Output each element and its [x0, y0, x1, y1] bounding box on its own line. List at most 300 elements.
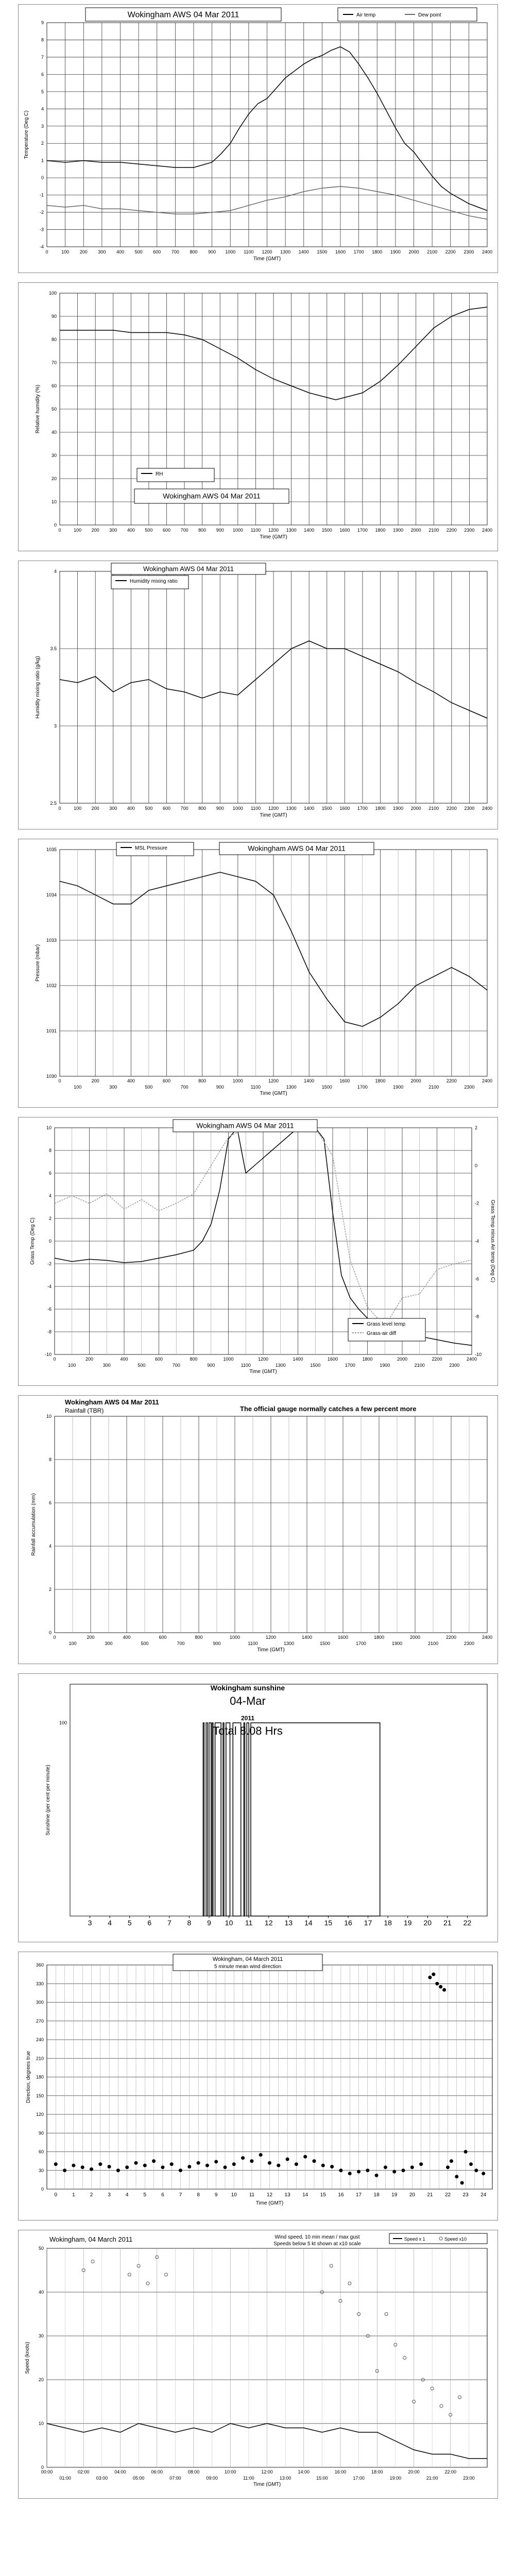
- wind-direction-point: [460, 2181, 464, 2184]
- y-tick-label: 0: [41, 2465, 44, 2470]
- legend-label: Grass level temp: [367, 1321, 406, 1327]
- y-axis-label: Temperature (Deg C): [24, 110, 29, 159]
- x-tick-label: 18: [384, 1919, 392, 1927]
- x-tick-label: 21: [443, 1919, 452, 1927]
- x-tick-label: 400: [127, 1078, 135, 1083]
- y-tick-label: -8: [47, 1329, 52, 1334]
- x-tick-label: 1600: [339, 1078, 350, 1083]
- y-axis-label: Rainfall accumulation (mm): [31, 1493, 37, 1556]
- x-tick-label: 16:00: [334, 2469, 347, 2475]
- x-tick-label: 0: [53, 1635, 56, 1640]
- y-tick-label: 40: [51, 430, 57, 435]
- x-tick-label: 1800: [373, 1635, 385, 1640]
- x-tick-label: 2100: [428, 1084, 439, 1090]
- x-tick-label: 1000: [232, 528, 243, 533]
- x-tick-label: 800: [198, 806, 207, 811]
- x-axis-label: Time (GMT): [255, 2200, 284, 2206]
- y-tick-label: 0: [48, 1630, 52, 1635]
- x-tick-label: 300: [102, 1363, 111, 1368]
- x-tick-label: 2200: [446, 1078, 457, 1083]
- wind-direction-point: [134, 2161, 138, 2165]
- x-tick-label: 100: [74, 1084, 82, 1090]
- wind-direction-point: [442, 1988, 446, 1992]
- x-tick-label: 300: [109, 1084, 117, 1090]
- chart-annotation: The official gauge normally catches a few percent more: [240, 1405, 417, 1413]
- wind-direction-point: [428, 1976, 432, 1979]
- x-tick-label: 1900: [380, 1363, 390, 1368]
- x-tick-label: 1500: [321, 1084, 332, 1090]
- x-tick-label: 09:00: [206, 2476, 218, 2481]
- plot-area: [70, 1684, 487, 1916]
- x-tick-label: 600: [162, 528, 171, 533]
- x-tick-label: 300: [109, 806, 117, 811]
- wind-direction-point: [250, 2159, 253, 2163]
- x-tick-label: 11:00: [243, 2476, 254, 2481]
- y-tick-label: 1031: [46, 1028, 57, 1033]
- x-tick-label: 21:00: [426, 2476, 438, 2481]
- y-tick-label: 70: [51, 360, 57, 365]
- pressure-chart: [19, 839, 497, 1107]
- x-tick-label: 500: [134, 249, 143, 255]
- y-tick-label: -4: [47, 1284, 52, 1289]
- x-tick-label: 0: [58, 1078, 61, 1083]
- y-tick-label: 20: [38, 2377, 44, 2382]
- x-tick-label: 800: [195, 1635, 203, 1640]
- y-tick-label: 2.5: [50, 801, 57, 806]
- x-tick-label: 400: [120, 1357, 128, 1362]
- x-tick-label: 22: [463, 1919, 472, 1927]
- wind-direction-chart: [19, 1952, 497, 2220]
- legend-label: Speed x 1: [404, 2236, 425, 2242]
- wind-direction-point: [402, 2168, 405, 2172]
- x-tick-label: 1200: [265, 1635, 277, 1640]
- x-tick-label: 1300: [275, 1363, 286, 1368]
- x-tick-label: 2000: [410, 528, 421, 533]
- x-tick-label: 700: [177, 1641, 185, 1646]
- x-tick-label: 700: [180, 1084, 188, 1090]
- x-tick-label: 0: [58, 806, 61, 811]
- x-tick-label: 900: [216, 528, 224, 533]
- x-tick-label: 13: [284, 2192, 290, 2198]
- x-tick-label: 400: [116, 249, 125, 255]
- y-tick-label: 360: [36, 1962, 44, 1968]
- x-tick-label: 2: [90, 2192, 93, 2198]
- chart-title: Wokingham AWS 04 Mar 2011: [65, 1398, 159, 1406]
- x-tick-label: 1300: [283, 1641, 295, 1646]
- y-tick-label: 20: [51, 476, 57, 481]
- x-axis-label: Time (GMT): [260, 534, 287, 540]
- wind-direction-point: [482, 2172, 485, 2175]
- wind-direction-point: [125, 2165, 129, 2169]
- x-tick-label: 0: [53, 1357, 56, 1362]
- wind-direction-point: [384, 2165, 387, 2169]
- wind-direction-point: [161, 2165, 164, 2169]
- wind-direction-point: [339, 2168, 342, 2172]
- x-tick-label: 1300: [286, 1084, 297, 1090]
- y-tick-label: 8: [48, 1457, 52, 1462]
- x-tick-label: 17: [364, 1919, 372, 1927]
- x-tick-label: 2100: [427, 1641, 439, 1646]
- wind-direction-point: [170, 2162, 174, 2166]
- x-tick-label: 400: [123, 1635, 131, 1640]
- x-tick-label: 1400: [298, 249, 309, 255]
- y-tick-label: 2: [48, 1216, 52, 1221]
- x-tick-label: 200: [91, 1078, 99, 1083]
- x-axis-label: Time (GMT): [257, 1647, 285, 1653]
- y-right-tick-label: -6: [475, 1276, 479, 1282]
- wind-direction-point: [187, 2165, 191, 2168]
- x-tick-label: 17: [355, 2192, 362, 2198]
- x-tick-label: 2200: [445, 249, 456, 255]
- x-tick-label: 2400: [482, 1078, 493, 1083]
- x-tick-label: 1000: [225, 249, 236, 255]
- x-tick-label: 1400: [304, 806, 315, 811]
- x-tick-label: 2300: [464, 528, 475, 533]
- x-tick-label: 9: [214, 2192, 218, 2198]
- y-tick-label: 60: [51, 383, 57, 388]
- x-tick-label: 7: [179, 2192, 182, 2198]
- wind-direction-point: [197, 2161, 200, 2165]
- x-tick-label: 1100: [250, 806, 261, 811]
- y-tick-label: 50: [51, 406, 57, 412]
- x-tick-label: 500: [145, 528, 153, 533]
- x-tick-label: 16: [338, 2192, 344, 2198]
- legend-label: Air temp: [356, 12, 376, 18]
- y-axis-label: Relative humidity (%): [35, 384, 41, 434]
- y-tick-label: 0: [48, 1239, 52, 1244]
- x-tick-label: 1000: [229, 1635, 241, 1640]
- x-tick-label: 500: [141, 1641, 149, 1646]
- x-tick-label: 200: [85, 1357, 94, 1362]
- y-tick-label: 6: [41, 72, 44, 77]
- x-tick-label: 1600: [339, 806, 350, 811]
- x-tick-label: 15: [324, 1919, 333, 1927]
- x-tick-label: 2000: [409, 1635, 421, 1640]
- x-tick-label: 700: [172, 1363, 180, 1368]
- x-tick-label: 1500: [317, 249, 328, 255]
- y-tick-label: 8: [48, 1148, 52, 1153]
- x-tick-label: 14: [304, 1919, 313, 1927]
- x-tick-label: 0: [58, 528, 61, 533]
- x-tick-label: 1200: [268, 806, 279, 811]
- wind-direction-point: [108, 2165, 111, 2168]
- wind-direction-point: [268, 2161, 271, 2165]
- x-tick-label: 23: [462, 2192, 469, 2198]
- y-tick-label: 5: [41, 89, 44, 94]
- y-tick-label: 50: [38, 2246, 44, 2251]
- wind-direction-point: [330, 2165, 334, 2168]
- wind-direction-point: [116, 2168, 120, 2172]
- wind-direction-point: [277, 2164, 280, 2167]
- wind-direction-point: [179, 2168, 182, 2172]
- wind-direction-point: [295, 2162, 298, 2166]
- x-tick-label: 11: [249, 2192, 255, 2198]
- y-tick-label: -6: [47, 1307, 52, 1312]
- y-tick-label: 150: [36, 2093, 44, 2098]
- y-axis-label: Grass Temp (Deg C): [30, 1217, 36, 1265]
- x-tick-label: 600: [162, 1078, 171, 1083]
- y-tick-label: 6: [48, 1171, 52, 1176]
- x-tick-label: 06:00: [151, 2469, 163, 2475]
- x-tick-label: 1100: [241, 1363, 251, 1368]
- air-temp-chart-panel: [18, 4, 498, 273]
- wind-direction-point: [446, 2165, 450, 2169]
- y-tick-label: 1034: [46, 892, 57, 897]
- x-tick-label: 04:00: [114, 2469, 126, 2475]
- wind-direction-point: [143, 2164, 147, 2167]
- y-tick-label: 30: [51, 453, 57, 458]
- x-tick-label: 1100: [250, 528, 261, 533]
- x-tick-label: 5: [127, 1919, 132, 1927]
- x-tick-label: 2300: [464, 806, 475, 811]
- x-tick-label: 600: [162, 806, 171, 811]
- x-tick-label: 2100: [428, 806, 439, 811]
- grass-temp-chart-panel: [18, 1117, 498, 1386]
- wind-direction-point: [435, 1982, 439, 1986]
- x-tick-label: 1600: [327, 1357, 338, 1362]
- x-tick-label: 24: [480, 2192, 487, 2198]
- chart-title: Wokingham AWS 04 Mar 2011: [163, 492, 261, 500]
- x-tick-label: 1700: [345, 1363, 355, 1368]
- y-tick-label: 2: [41, 141, 44, 146]
- x-tick-label: 0: [45, 249, 48, 255]
- y-tick-label: 30: [38, 2333, 44, 2338]
- x-tick-label: 1400: [293, 1357, 303, 1362]
- x-axis-label: Time (GMT): [260, 812, 287, 818]
- legend-label: Humidity mixing ratio: [130, 579, 178, 584]
- x-tick-label: 12: [264, 1919, 273, 1927]
- chart-title: Wokingham AWS 04 Mar 2011: [143, 565, 234, 573]
- x-tick-label: 10:00: [224, 2469, 236, 2475]
- x-tick-label: 10: [225, 1919, 233, 1927]
- y-tick-label: 4: [48, 1193, 52, 1198]
- wind-direction-point: [419, 2162, 423, 2166]
- x-tick-label: 18:00: [371, 2469, 383, 2475]
- x-tick-label: 200: [91, 806, 99, 811]
- wind-direction-point: [303, 2155, 307, 2159]
- y-tick-label: -4: [39, 244, 44, 249]
- grass-temp-chart: [19, 1117, 497, 1385]
- x-tick-label: 0: [54, 2192, 58, 2198]
- legend-label: MSL Pressure: [135, 845, 167, 851]
- wind-direction-point: [321, 2164, 325, 2167]
- mixing-ratio-chart: [19, 561, 497, 829]
- x-tick-label: 19:00: [389, 2476, 402, 2481]
- x-tick-label: 2300: [464, 1084, 475, 1090]
- y-tick-label: 4: [48, 1544, 52, 1549]
- wind-direction-point: [54, 2162, 58, 2166]
- y-tick-label: 80: [51, 337, 57, 342]
- chart-title: Wokingham, 04 March 2011: [212, 1956, 283, 1962]
- x-tick-label: 500: [138, 1363, 146, 1368]
- chart-subtitle: 5 minute mean wind direction: [214, 1964, 282, 1970]
- x-tick-label: 21: [427, 2192, 433, 2198]
- wind-speed-chart-panel: [18, 2230, 498, 2499]
- x-tick-label: 2300: [449, 1363, 460, 1368]
- x-tick-label: 19: [391, 2192, 398, 2198]
- x-axis-label: Time (GMT): [253, 2482, 281, 2487]
- y-right-tick-label: 0: [475, 1163, 478, 1168]
- x-axis-label: Time (GMT): [260, 1091, 287, 1096]
- x-tick-label: 15: [320, 2192, 326, 2198]
- y-tick-label: 10: [46, 1414, 52, 1419]
- chart-title: Wokingham AWS 04 Mar 2011: [196, 1121, 294, 1130]
- x-tick-label: 2100: [428, 528, 439, 533]
- x-tick-label: 8: [197, 2192, 200, 2198]
- humidity-chart-panel: [18, 282, 498, 551]
- x-tick-label: 2100: [427, 249, 438, 255]
- chart-total: Total 8.08 Hrs: [213, 1724, 283, 1737]
- y-right-tick-label: -10: [475, 1352, 482, 1357]
- x-tick-label: 1900: [393, 1084, 404, 1090]
- y-tick-label: 210: [36, 2056, 44, 2061]
- x-tick-label: 1000: [232, 1078, 243, 1083]
- x-tick-label: 19: [403, 1919, 412, 1927]
- y-tick-label: 90: [51, 314, 57, 319]
- x-tick-label: 1900: [393, 806, 404, 811]
- x-tick-label: 2300: [464, 1641, 475, 1646]
- x-tick-label: 700: [171, 249, 179, 255]
- y-tick-label: 1035: [46, 847, 57, 852]
- wind-direction-point: [224, 2165, 227, 2169]
- x-tick-label: 100: [68, 1641, 77, 1646]
- x-tick-label: 8: [187, 1919, 192, 1927]
- chart-year: 2011: [241, 1715, 255, 1722]
- x-tick-label: 1900: [393, 528, 404, 533]
- x-tick-label: 2400: [466, 1357, 477, 1362]
- chart-subtitle: Rainfall (TBR): [65, 1407, 104, 1414]
- x-tick-label: 1300: [286, 528, 297, 533]
- x-tick-label: 900: [216, 806, 224, 811]
- wind-direction-point: [313, 2159, 316, 2163]
- x-tick-label: 1400: [301, 1635, 313, 1640]
- wind-direction-point: [232, 2162, 236, 2166]
- x-tick-label: 1400: [304, 528, 315, 533]
- x-tick-label: 2200: [432, 1357, 442, 1362]
- y-tick-label: 4: [54, 569, 57, 574]
- y-tick-label: 0: [41, 175, 44, 181]
- wind-direction-point: [450, 2159, 453, 2163]
- x-tick-label: 22:00: [444, 2469, 457, 2475]
- wind-direction-point: [214, 2160, 218, 2163]
- x-tick-label: 200: [87, 1635, 95, 1640]
- x-tick-label: 1800: [375, 1078, 386, 1083]
- x-tick-label: 5: [143, 2192, 147, 2198]
- chart-note: Speeds below 5 kt shown at x10 scale: [273, 2241, 361, 2247]
- y-tick-label: 40: [38, 2290, 44, 2295]
- x-tick-label: 20: [423, 1919, 432, 1927]
- sunshine-chart-panel: [18, 1673, 498, 1942]
- x-tick-label: 100: [74, 528, 82, 533]
- x-tick-label: 1600: [335, 249, 346, 255]
- y-right-tick-label: -2: [475, 1200, 479, 1206]
- wind-direction-point: [432, 1973, 435, 1976]
- y-tick-label: -10: [44, 1352, 52, 1357]
- x-tick-label: 1700: [353, 249, 364, 255]
- wind-direction-point: [474, 2168, 478, 2172]
- x-tick-label: 1600: [337, 1635, 349, 1640]
- pressure-chart-panel: [18, 839, 498, 1108]
- x-tick-label: 08:00: [187, 2469, 200, 2475]
- x-axis-label: Time (GMT): [249, 1369, 277, 1375]
- x-tick-label: 100: [68, 1363, 76, 1368]
- x-tick-label: 1500: [321, 806, 332, 811]
- y-right-tick-label: -4: [475, 1239, 479, 1244]
- x-tick-label: 800: [190, 1357, 198, 1362]
- y-right-tick-label: -8: [475, 1314, 479, 1319]
- x-tick-label: 1100: [250, 1084, 261, 1090]
- y-tick-label: 1: [41, 158, 44, 163]
- x-tick-label: 11: [245, 1919, 253, 1927]
- x-tick-label: 1800: [372, 249, 383, 255]
- x-tick-label: 600: [153, 249, 161, 255]
- y-tick-label: 180: [36, 2074, 44, 2080]
- y-tick-label: 330: [36, 1981, 44, 1987]
- x-tick-label: 700: [180, 528, 188, 533]
- x-tick-label: 4: [125, 2192, 129, 2198]
- y-tick-label: 240: [36, 2037, 44, 2042]
- x-tick-label: 1400: [304, 1078, 315, 1083]
- x-tick-label: 900: [213, 1641, 221, 1646]
- wind-direction-point: [81, 2165, 84, 2169]
- y-tick-label: 3.5: [50, 646, 57, 651]
- x-tick-label: 100: [61, 249, 70, 255]
- y-tick-label: 1033: [46, 938, 57, 943]
- chart-title: Wokingham sunshine: [210, 1684, 285, 1692]
- x-tick-label: 900: [216, 1084, 224, 1090]
- legend-label: Speed x10: [444, 2236, 467, 2242]
- wind-direction-point: [439, 1985, 442, 1989]
- x-tick-label: 22: [444, 2192, 451, 2198]
- x-tick-label: 400: [127, 528, 135, 533]
- sunshine-chart: [19, 1674, 497, 1942]
- wind-direction-chart-panel: [18, 1952, 498, 2221]
- x-tick-label: 1500: [319, 1641, 331, 1646]
- x-tick-label: 1200: [268, 1078, 279, 1083]
- x-tick-label: 500: [145, 1084, 153, 1090]
- wind-direction-point: [375, 2174, 379, 2177]
- x-tick-label: 1700: [357, 1084, 368, 1090]
- wind-direction-point: [348, 2172, 352, 2175]
- x-tick-label: 200: [79, 249, 88, 255]
- x-tick-label: 1800: [362, 1357, 373, 1362]
- x-tick-label: 4: [108, 1919, 112, 1927]
- x-tick-label: 200: [91, 528, 99, 533]
- x-tick-label: 3: [108, 2192, 111, 2198]
- x-tick-label: 1300: [280, 249, 291, 255]
- x-tick-label: 12:00: [261, 2469, 273, 2475]
- x-tick-label: 400: [127, 806, 135, 811]
- y-tick-label: 300: [36, 1999, 44, 2005]
- x-tick-label: 14: [302, 2192, 308, 2198]
- wind-direction-point: [72, 2164, 75, 2167]
- x-tick-label: 1200: [258, 1357, 269, 1362]
- x-tick-label: 3: [88, 1919, 92, 1927]
- x-tick-label: 14:00: [298, 2469, 310, 2475]
- x-tick-label: 1500: [310, 1363, 321, 1368]
- y-tick-label: 8: [41, 37, 44, 43]
- x-tick-label: 800: [198, 528, 207, 533]
- x-tick-label: 300: [109, 528, 117, 533]
- y-tick-label: 3: [54, 723, 57, 728]
- x-tick-label: 1100: [248, 1641, 258, 1646]
- wind-speed-chart: [19, 2230, 497, 2498]
- y-tick-label: 0: [41, 2187, 44, 2192]
- legend-label: Dew point: [418, 12, 441, 18]
- x-tick-label: 300: [105, 1641, 113, 1646]
- x-tick-label: 2400: [482, 249, 493, 255]
- x-tick-label: 1200: [262, 249, 272, 255]
